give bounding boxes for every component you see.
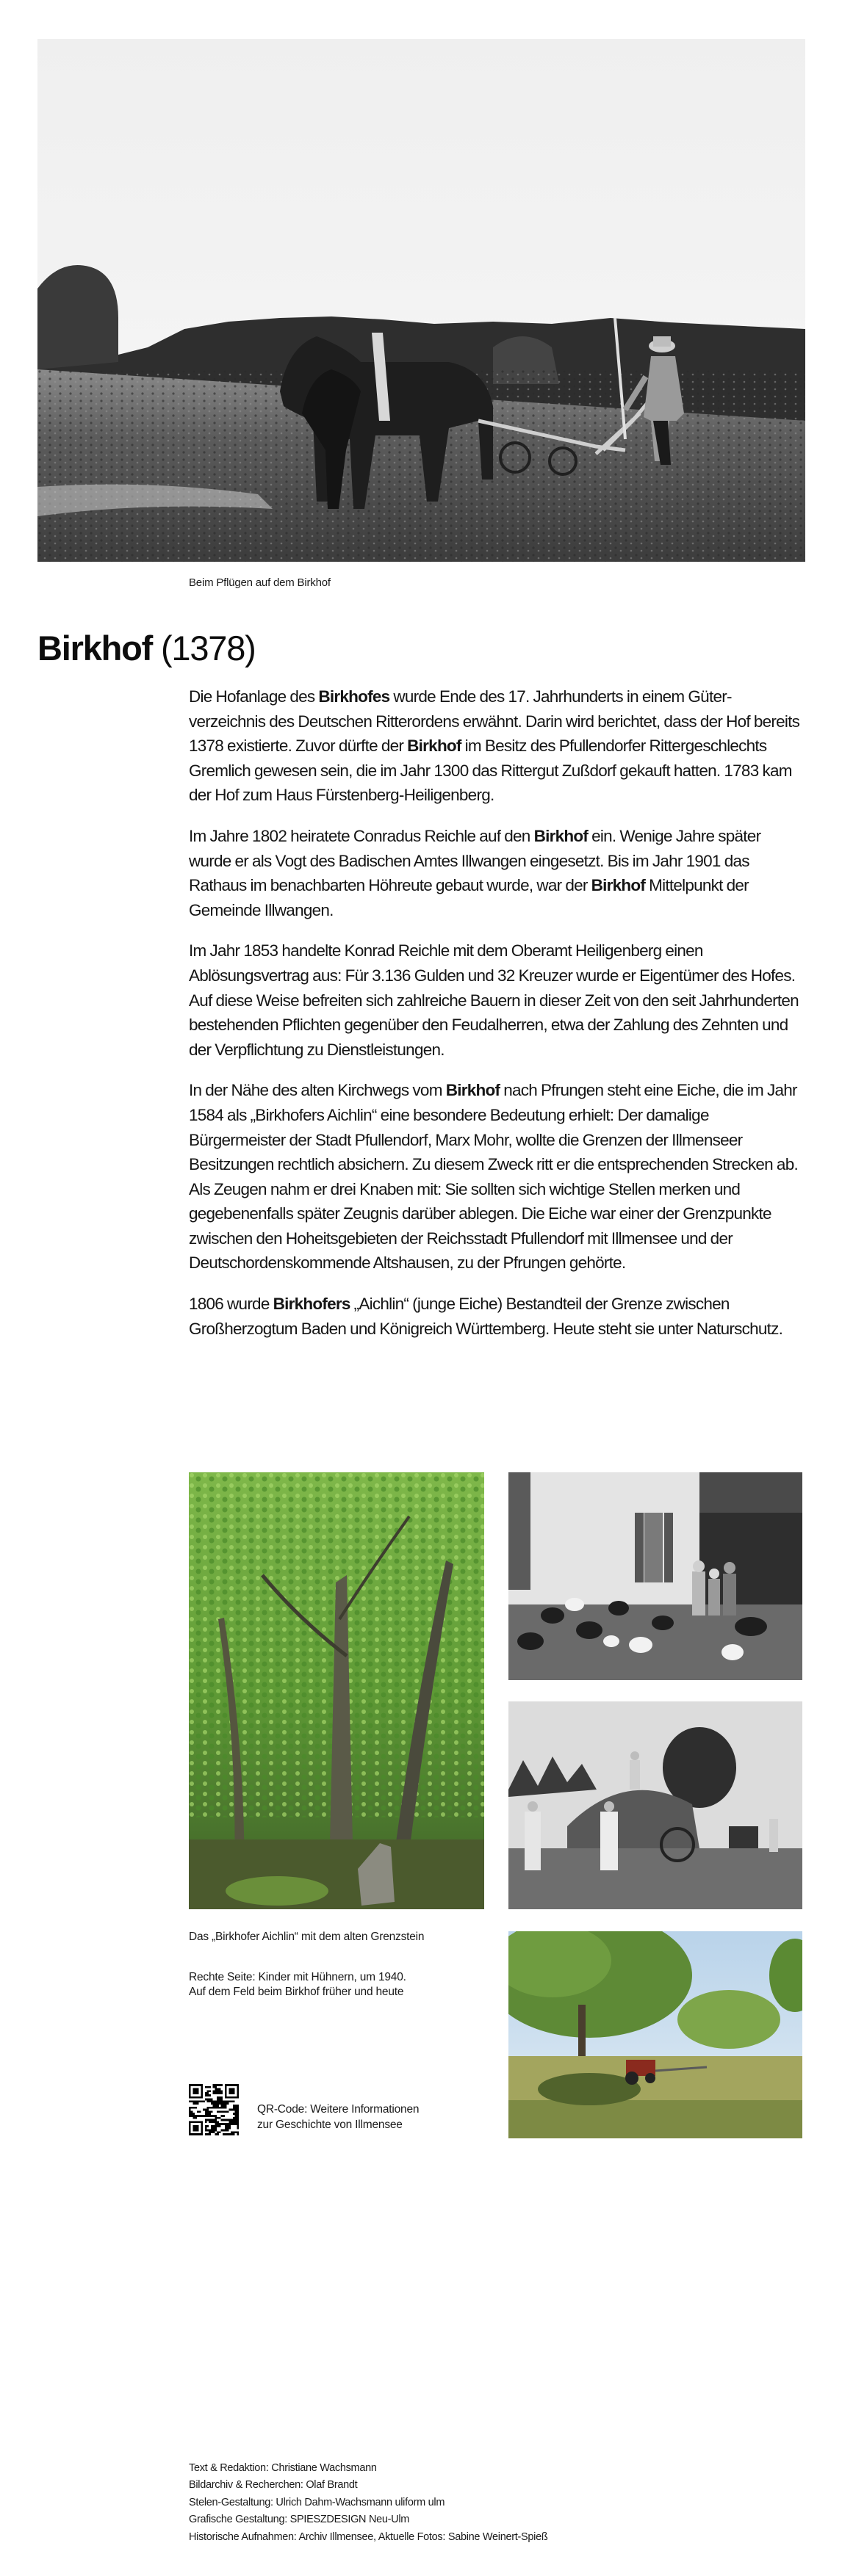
paragraph — [189, 938, 806, 1062]
caption-right-side — [189, 1970, 406, 2000]
photo-field-today — [508, 1931, 802, 2138]
text-run: Mittelpunkt der Gemeinde Illwangen. — [189, 876, 749, 919]
paragraph — [189, 684, 806, 808]
credit-line: Bildarchiv & Recherchen: Olaf Brandt — [189, 2479, 358, 2492]
text-run: Im Jahre 1802 heiratete Conradus Reichle auf den — [189, 826, 534, 845]
hero-photo-plowing — [37, 39, 805, 562]
text-run: Die Hofanlage des — [189, 687, 319, 706]
hero-photo-caption: Beim Pflügen auf dem Birkhof — [189, 576, 331, 589]
bold-term: Birkhof — [407, 737, 461, 756]
text-run: nach Pfrungen steht eine Eiche, die im Jahr 1584 als „Birkhofers Aichlin“ eine besondere Bedeutung erhielt: Der damalige Bürgermeister der Stadt Pfullendorf, Marx Mohr, wollte die Grenzen der Illmenseer Besitzungen rechtlich absichern. Zu diesem Zweck ritt er die entsprechenden Strecken ab. Als Zeugen nahm er drei Knaben mit: Sie sollten sich wichtige Stellen merken und gegebenenfalls später Zeugnis darüber ablegen. Die Eiche war einer der Grenzpunkte zwischen den Hoheitsgebieten der Reichsstadt Pfullendorf mit Illmensee und der Deutschordenskommende Altshausen, zu der Pfrungen gehörte. — [189, 1081, 798, 1273]
bold-term: Birkhof — [445, 1081, 500, 1100]
paragraph — [189, 1078, 806, 1276]
text-run: „Aichlin“ (junge Eiche) Bestandteil der Grenze zwischen Großherzogtum Baden und Königreich Württemberg. Heute steht sie unter Naturschutz. — [189, 1295, 783, 1338]
credit-line: Text & Redaktion: Christiane Wachsmann — [189, 2462, 377, 2474]
paragraph — [189, 1292, 806, 1341]
photo-children-with-chickens — [508, 1472, 802, 1680]
credit-line: Stelen-Gestaltung: Ulrich Dahm-Wachsmann uliform ulm — [189, 2496, 445, 2508]
text-run: 1806 wurde — [189, 1295, 273, 1314]
bold-term: Birkhofes — [318, 687, 390, 706]
caption-tree-photo: Das „Birkhofer Aichlin“ mit dem alten Grenzstein — [189, 1931, 425, 1943]
qr-caption-line-2: zur Geschichte von Illmensee — [257, 2119, 403, 2131]
text-run: wurde Ende des 17. Jahrhunderts in einem Güter-verzeichnis des Deutschen Ritterordens erwähnt. Darin wird berichtet, dass der Hof bereits 1378 existierte. Zuvor dürfte der — [189, 687, 800, 756]
caption-right-line-2: Auf dem Feld beim Birkhof früher und heute — [189, 1986, 404, 1998]
bold-term: Birkhof — [533, 826, 589, 845]
paragraph — [189, 824, 806, 922]
text-run: im Besitz des Pfullendorfer Rittergeschlechts Gremlich gewesen sein, die im Jahr 1300 das Rittergut Zußdorf gekauft hatten. 1783 kam der Hof zum Haus Fürstenberg-Heiligenberg. — [189, 737, 792, 805]
qr-code[interactable] — [189, 2084, 239, 2135]
bold-term: Birkhofers — [273, 1295, 350, 1314]
title-name: Birkhof — [37, 629, 153, 667]
qr-caption — [257, 2102, 419, 2132]
title-year: (1378) — [160, 629, 256, 667]
bold-term: Birkhof — [591, 876, 646, 895]
credit-line: Grafische Gestaltung: SPIESZDESIGN Neu-Ulm — [189, 2514, 410, 2526]
article-body — [189, 684, 806, 1357]
caption-right-line-1: Rechte Seite: Kinder mit Hühnern, um 1940. — [189, 1971, 406, 1983]
text-run: In der Nähe des alten Kirchwegs vom — [189, 1081, 446, 1100]
credit-line: Historische Aufnahmen: Archiv Illmensee, Aktuelle Fotos: Sabine Weinert-Spieß — [189, 2530, 548, 2543]
text-run: Im Jahr 1853 handelte Konrad Reichle mit dem Oberamt Heiligenberg einen Ablösungsvertrag aus: Für 3.136 Gulden und 32 Kreuzer wurde er Eigentümer des Hofes. Auf diese Weise befreiten sich zahlreiche Bauern in dieser Zeit von den seit Jahrhunderten bestehenden Pflichten gegenüber den Feudalherren, etwa der Zahlung des Zehnten und der Verpflichtung zu Dienstleistungen. — [189, 941, 799, 1059]
credits — [189, 2460, 547, 2546]
qr-caption-line-1: QR-Code: Weitere Informationen — [257, 2103, 420, 2116]
photo-birkhofer-aichlin — [189, 1472, 484, 1909]
photo-field-haymaking-historic — [508, 1701, 802, 1909]
page-title — [37, 626, 256, 670]
text-run: ein. Wenige Jahre später wurde er als Vogt des Badischen Amtes Illwangen eingesetzt. Bis im Jahr 1901 das Rathaus im benachbarten Höhreute gebaut wurde, war der — [189, 826, 761, 895]
